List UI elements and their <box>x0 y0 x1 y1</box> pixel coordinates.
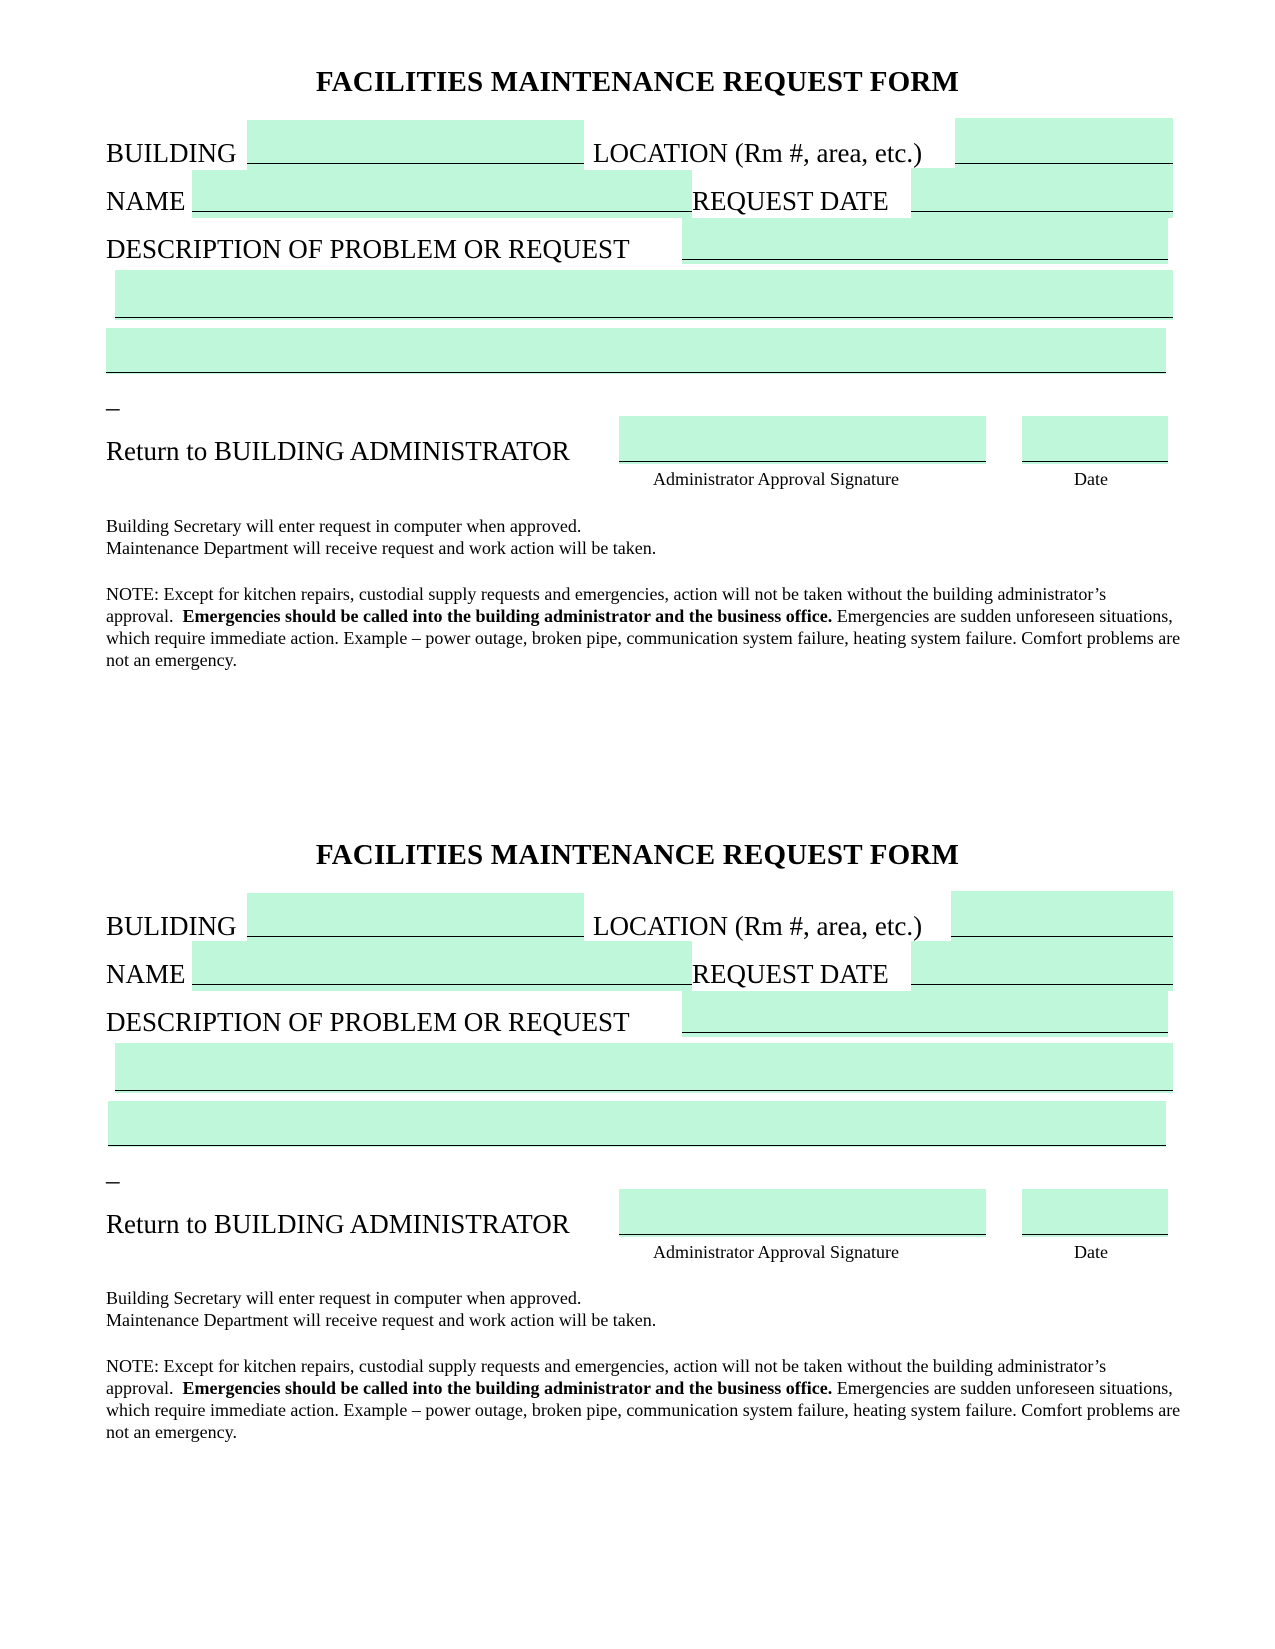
info-line-1: Building Secretary will enter request in computer when approved. <box>106 1288 582 1308</box>
note-text <box>106 1355 1186 1443</box>
name-label: NAME <box>106 959 186 989</box>
description-field-line-2[interactable] <box>115 270 1173 320</box>
approval-date-underline <box>1022 461 1168 462</box>
building-label: BUILDING <box>106 138 237 168</box>
request-form-1 <box>0 0 1275 770</box>
signature-caption: Administrator Approval Signature <box>653 1242 899 1262</box>
note-part-1: NOTE: Except for kitchen repairs, custodial supply requests and emergencies, action will not be taken without the building administrator’s approval. <box>106 1356 1107 1398</box>
location-underline <box>955 163 1173 164</box>
description-underline-2 <box>115 317 1173 318</box>
signature-underline <box>619 461 986 462</box>
description-underline-1 <box>682 1032 1168 1033</box>
description-label: DESCRIPTION OF PROBLEM OR REQUEST <box>106 1007 630 1037</box>
form-title: FACILITIES MAINTENANCE REQUEST FORM <box>315 66 960 98</box>
signature-caption: Administrator Approval Signature <box>653 469 899 489</box>
date-caption: Date <box>1074 469 1108 489</box>
building-underline <box>247 936 584 937</box>
info-line-2: Maintenance Department will receive request and work action will be taken. <box>106 538 657 558</box>
request-date-underline <box>911 211 1173 212</box>
location-underline <box>951 936 1173 937</box>
info-text <box>106 1287 1186 1331</box>
trailing-dash: _ <box>106 1156 120 1186</box>
date-caption: Date <box>1074 1242 1108 1262</box>
approval-date-field[interactable] <box>1022 416 1168 464</box>
note-part-2: Emergencies are sudden unforeseen situations, which require immediate action. Example – power outage, broken pipe, communication system failure, heating system failure. Comfort problems are not an emergency. <box>106 1378 1181 1442</box>
note-emergency-bold: Emergencies should be called into the building administrator and the business office. <box>182 1378 833 1398</box>
note-emergency-bold: Emergencies should be called into the building administrator and the business office. <box>182 606 833 626</box>
description-field-line-1[interactable] <box>682 991 1168 1037</box>
signature-underline <box>619 1234 986 1235</box>
approval-date-underline <box>1022 1234 1168 1235</box>
note-part-2: Emergencies are sudden unforeseen situations, which require immediate action. Example – power outage, broken pipe, communication system failure, heating system failure. Comfort problems are not an emergency. <box>106 606 1181 670</box>
return-label: Return to BUILDING ADMINISTRATOR <box>106 1209 570 1239</box>
signature-field[interactable] <box>619 416 986 464</box>
name-underline <box>192 211 692 212</box>
signature-field[interactable] <box>619 1189 986 1237</box>
request-form-2 <box>0 773 1275 1543</box>
description-field-line-3[interactable] <box>106 328 1166 374</box>
info-line-2: Maintenance Department will receive request and work action will be taken. <box>106 1310 657 1330</box>
description-underline-1 <box>682 259 1168 260</box>
description-underline-3 <box>108 1145 1166 1146</box>
form-title: FACILITIES MAINTENANCE REQUEST FORM <box>315 839 960 871</box>
request-date-label: REQUEST DATE <box>692 959 889 989</box>
info-line-1: Building Secretary will enter request in computer when approved. <box>106 516 582 536</box>
description-underline-3 <box>106 372 1166 373</box>
return-label: Return to BUILDING ADMINISTRATOR <box>106 436 570 466</box>
approval-date-field[interactable] <box>1022 1189 1168 1237</box>
request-date-label: REQUEST DATE <box>692 186 889 216</box>
info-text <box>106 515 1186 559</box>
description-underline-2 <box>115 1090 1173 1091</box>
trailing-dash: _ <box>106 383 120 413</box>
description-field-line-2[interactable] <box>115 1043 1173 1093</box>
location-label: LOCATION (Rm #, area, etc.) <box>593 911 923 941</box>
description-label: DESCRIPTION OF PROBLEM OR REQUEST <box>106 234 630 264</box>
name-underline <box>192 984 692 985</box>
request-date-underline <box>911 984 1173 985</box>
note-text <box>106 583 1186 671</box>
location-label: LOCATION (Rm #, area, etc.) <box>593 138 923 168</box>
building-underline <box>247 163 584 164</box>
description-field-line-1[interactable] <box>682 218 1168 264</box>
name-label: NAME <box>106 186 186 216</box>
building-label: BULIDING <box>106 911 237 941</box>
note-part-1: NOTE: Except for kitchen repairs, custodial supply requests and emergencies, action will not be taken without the building administrator’s approval. <box>106 584 1107 626</box>
description-field-line-3[interactable] <box>108 1101 1166 1147</box>
